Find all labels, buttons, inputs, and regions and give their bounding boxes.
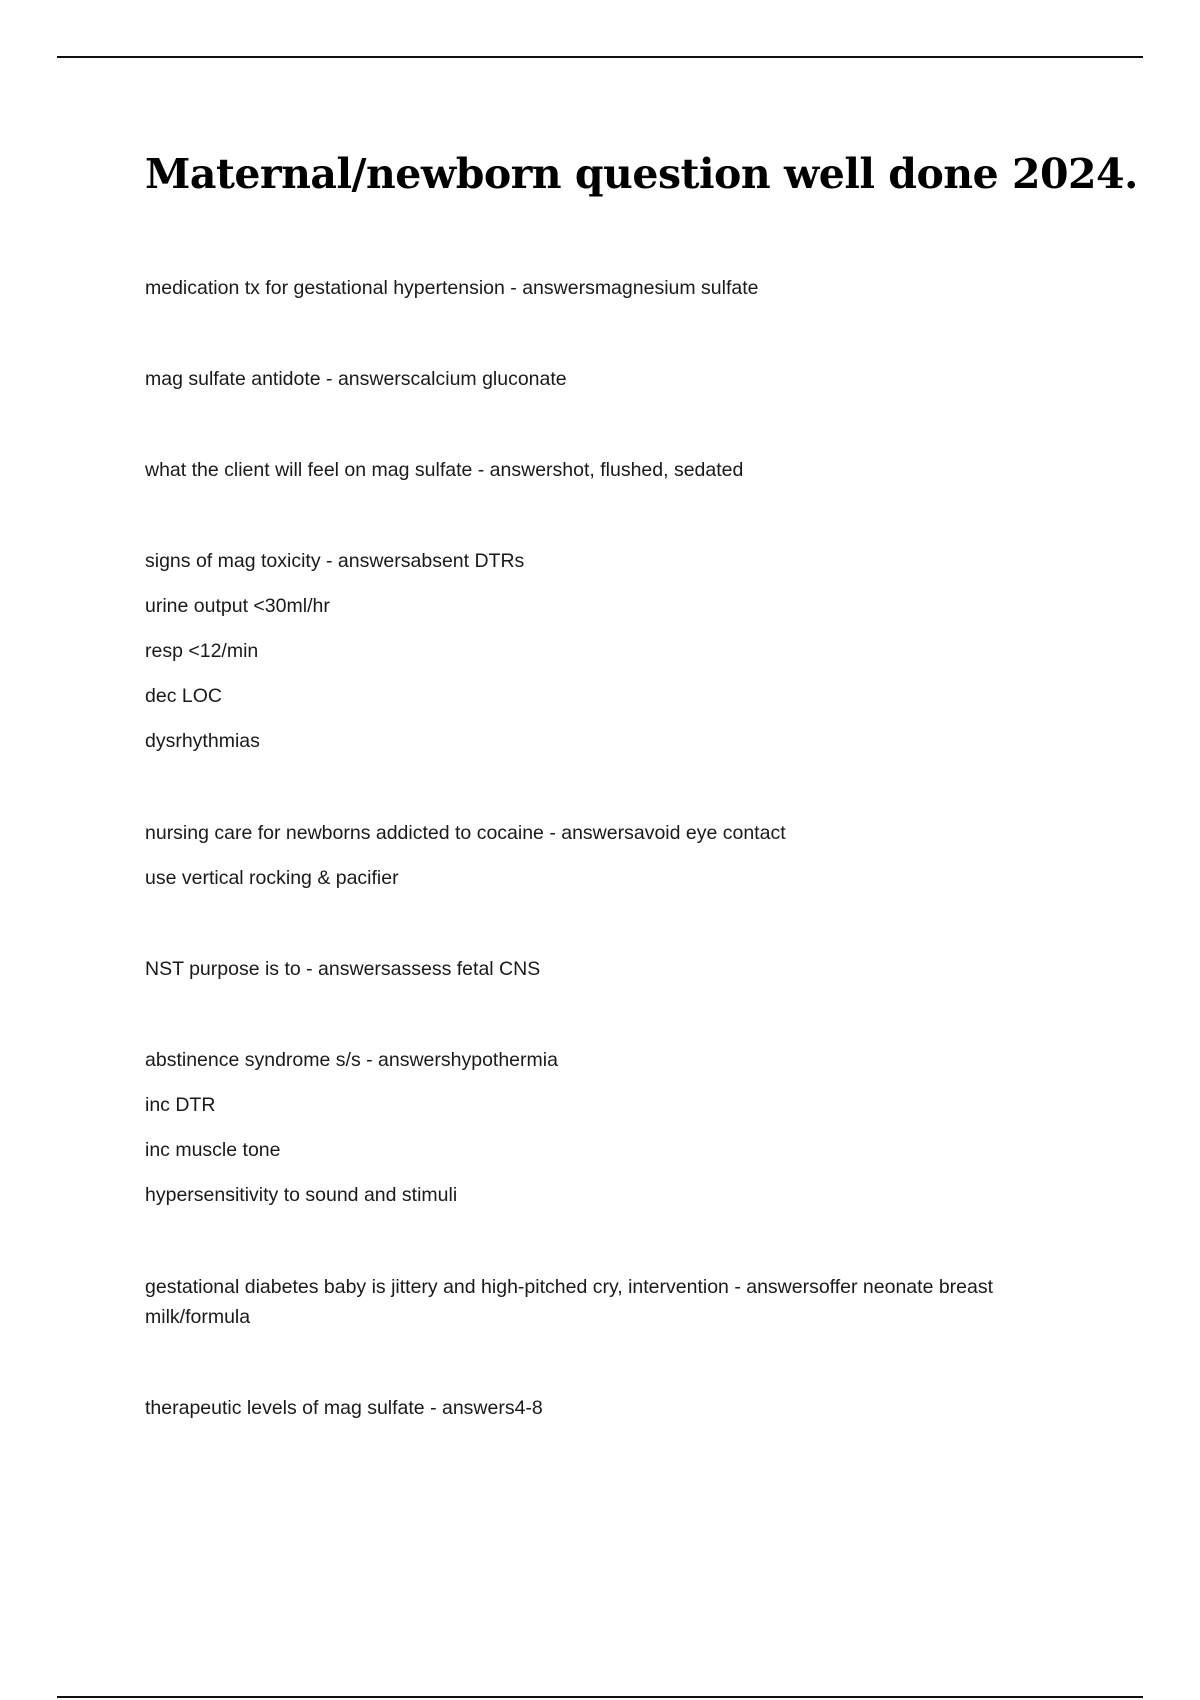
qa-line: resp <12/min [145, 640, 259, 662]
qa-item [145, 455, 1055, 485]
qa-item [145, 546, 1055, 756]
qa-line: medication tx for gestational hypertension - answersmagnesium sulfate [145, 277, 759, 299]
qa-item [145, 1272, 1055, 1332]
qa-line: inc DTR [145, 1094, 216, 1116]
qa-item [145, 954, 1055, 984]
bottom-rule [57, 1696, 1143, 1698]
qa-line: mag sulfate antidote - answerscalcium gluconate [145, 368, 567, 390]
qa-item [145, 818, 1055, 893]
document-title: Maternal/newborn question well done 2024. [145, 150, 1138, 198]
qa-item [145, 1045, 1055, 1210]
qa-line: NST purpose is to - answersassess fetal CNS [145, 958, 541, 980]
qa-line: hypersensitivity to sound and stimuli [145, 1184, 458, 1206]
qa-line: abstinence syndrome s/s - answershypothermia [145, 1049, 558, 1071]
top-rule [57, 56, 1143, 58]
qa-line: urine output <30ml/hr [145, 595, 330, 617]
qa-line: dysrhythmias [145, 730, 260, 752]
qa-item [145, 273, 1055, 303]
qa-line: gestational diabetes baby is jittery and high-pitched cry, intervention - answersoffer neonate breast milk/formula [145, 1276, 994, 1328]
qa-line: nursing care for newborns addicted to cocaine - answersavoid eye contact [145, 822, 786, 844]
qa-line: use vertical rocking & pacifier [145, 867, 399, 889]
qa-line: therapeutic levels of mag sulfate - answers4-8 [145, 1397, 543, 1419]
qa-line: signs of mag toxicity - answersabsent DTRs [145, 550, 525, 572]
qa-line: inc muscle tone [145, 1139, 281, 1161]
qa-line: what the client will feel on mag sulfate - answershot, flushed, sedated [145, 459, 744, 481]
qa-item [145, 364, 1055, 394]
qa-line: dec LOC [145, 685, 222, 707]
qa-item [145, 1393, 1055, 1423]
